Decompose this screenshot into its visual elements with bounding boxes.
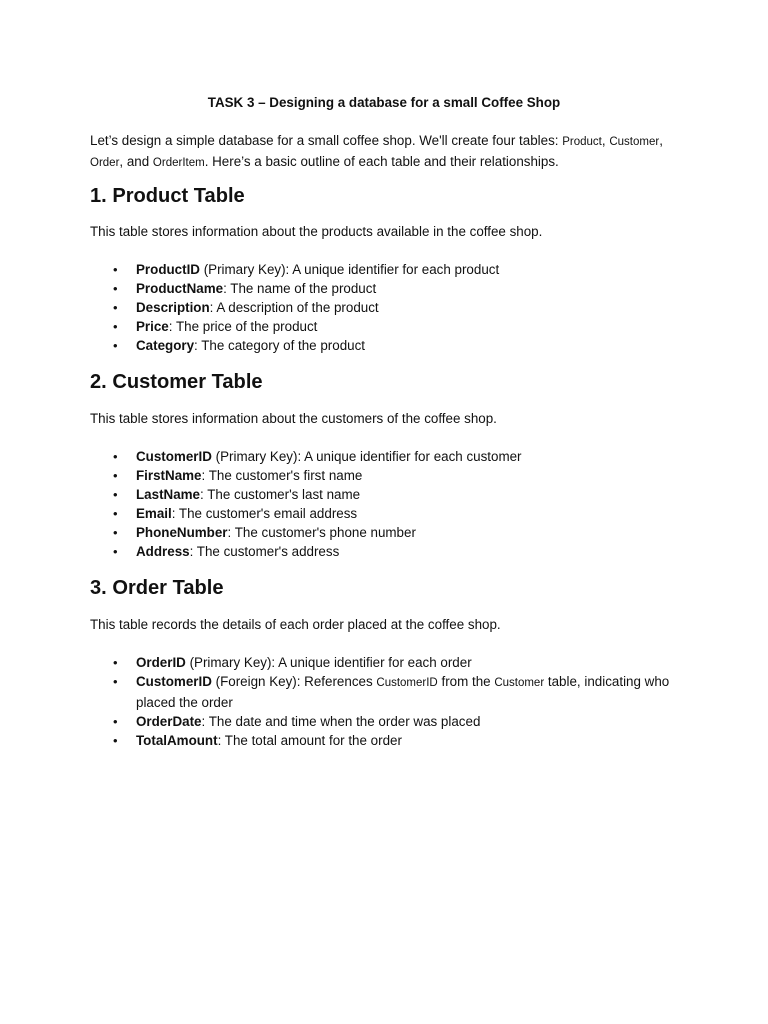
order-table-heading: 3. Order Table <box>90 577 224 599</box>
field-name: OrderID <box>136 655 186 670</box>
bullet-icon: • <box>113 262 118 277</box>
field-name: CustomerID <box>136 674 212 689</box>
list-item <box>90 279 690 298</box>
order-field-list <box>90 653 690 750</box>
intro-table-customer: Customer <box>609 136 660 148</box>
list-item <box>90 336 690 355</box>
bullet-icon: • <box>113 525 118 540</box>
field-name: CustomerID <box>136 449 212 464</box>
intro-text: Let’s design a simple database for a small coffee shop. We'll create four tables: <box>90 133 563 148</box>
bullet-icon: • <box>113 487 118 502</box>
field-description: : The price of the product <box>168 319 318 334</box>
intro-table-order: Order <box>90 157 120 169</box>
bullet-icon: • <box>113 281 118 296</box>
field-name: FirstName <box>136 468 202 483</box>
bullet-icon: • <box>113 544 118 559</box>
field-name: ProductName <box>136 281 224 296</box>
order-table-description: This table records the details of each order placed at the coffee shop. <box>90 617 501 632</box>
product-field-list <box>90 260 690 355</box>
customer-field-list <box>90 447 690 561</box>
field-description: : The customer's first name <box>201 468 363 483</box>
field-name: Category <box>136 338 195 353</box>
bullet-icon: • <box>113 674 118 689</box>
field-description: : The total amount for the order <box>217 733 402 748</box>
intro-table-orderitem: OrderItem <box>152 157 205 169</box>
field-description: : The customer's last name <box>200 487 361 502</box>
bullet-icon: • <box>113 506 118 521</box>
list-item <box>90 260 690 279</box>
field-description: (Foreign Key): References <box>211 674 377 689</box>
list-item <box>90 731 690 750</box>
list-item <box>90 485 690 504</box>
field-description: : The category of the product <box>194 338 366 353</box>
bullet-icon: • <box>113 300 118 315</box>
field-description: table, indicating who placed the order <box>136 674 670 710</box>
bullet-icon: • <box>113 733 118 748</box>
bullet-icon: • <box>113 655 118 670</box>
list-item <box>90 653 690 672</box>
intro-text: . Here’s a basic outline of each table and their relationships. <box>204 154 559 169</box>
field-description: from the <box>437 674 495 689</box>
bullet-icon: • <box>113 449 118 464</box>
list-item <box>90 542 690 561</box>
intro-text: , and <box>119 154 153 169</box>
intro-paragraph <box>90 131 690 173</box>
list-item <box>90 504 690 523</box>
bullet-icon: • <box>113 468 118 483</box>
customer-table-heading: 2. Customer Table <box>90 371 263 393</box>
intro-text: , <box>659 133 663 148</box>
product-table-description: This table stores information about the products available in the coffee shop. <box>90 224 543 239</box>
list-item <box>90 523 690 542</box>
field-name: LastName <box>136 487 201 502</box>
product-table-heading: 1. Product Table <box>90 185 245 207</box>
intro-text: , <box>601 133 610 148</box>
field-name: Description <box>136 300 210 315</box>
field-description: (Primary Key): A unique identifier for each order <box>185 655 472 670</box>
list-item <box>90 317 690 336</box>
field-name: Address <box>136 544 190 559</box>
list-item <box>90 447 690 466</box>
field-description: : The customer's email address <box>171 506 358 521</box>
table-reference-code: Customer <box>494 677 545 689</box>
document-page <box>90 0 690 1024</box>
field-description: (Primary Key): A unique identifier for each customer <box>211 449 522 464</box>
list-item <box>90 672 690 712</box>
list-item <box>90 712 690 731</box>
bullet-icon: • <box>113 714 118 729</box>
field-description: : The customer's phone number <box>227 525 416 540</box>
field-reference-code: CustomerID <box>376 677 438 689</box>
intro-table-product: Product <box>562 136 602 148</box>
field-description: : The name of the product <box>223 281 377 296</box>
field-name: Email <box>136 506 172 521</box>
field-name: ProductID <box>136 262 200 277</box>
field-name: Price <box>136 319 169 334</box>
bullet-icon: • <box>113 319 118 334</box>
bullet-icon: • <box>113 338 118 353</box>
field-name: OrderDate <box>136 714 202 729</box>
field-name: TotalAmount <box>136 733 218 748</box>
field-description: : A description of the product <box>209 300 379 315</box>
field-description: : The date and time when the order was placed <box>201 714 481 729</box>
field-name: PhoneNumber <box>136 525 228 540</box>
customer-table-description: This table stores information about the customers of the coffee shop. <box>90 411 497 426</box>
list-item <box>90 298 690 317</box>
document-title: TASK 3 – Designing a database for a small Coffee Shop <box>207 95 561 110</box>
field-description: (Primary Key): A unique identifier for each product <box>199 262 500 277</box>
list-item <box>90 466 690 485</box>
field-description: : The customer's address <box>189 544 340 559</box>
